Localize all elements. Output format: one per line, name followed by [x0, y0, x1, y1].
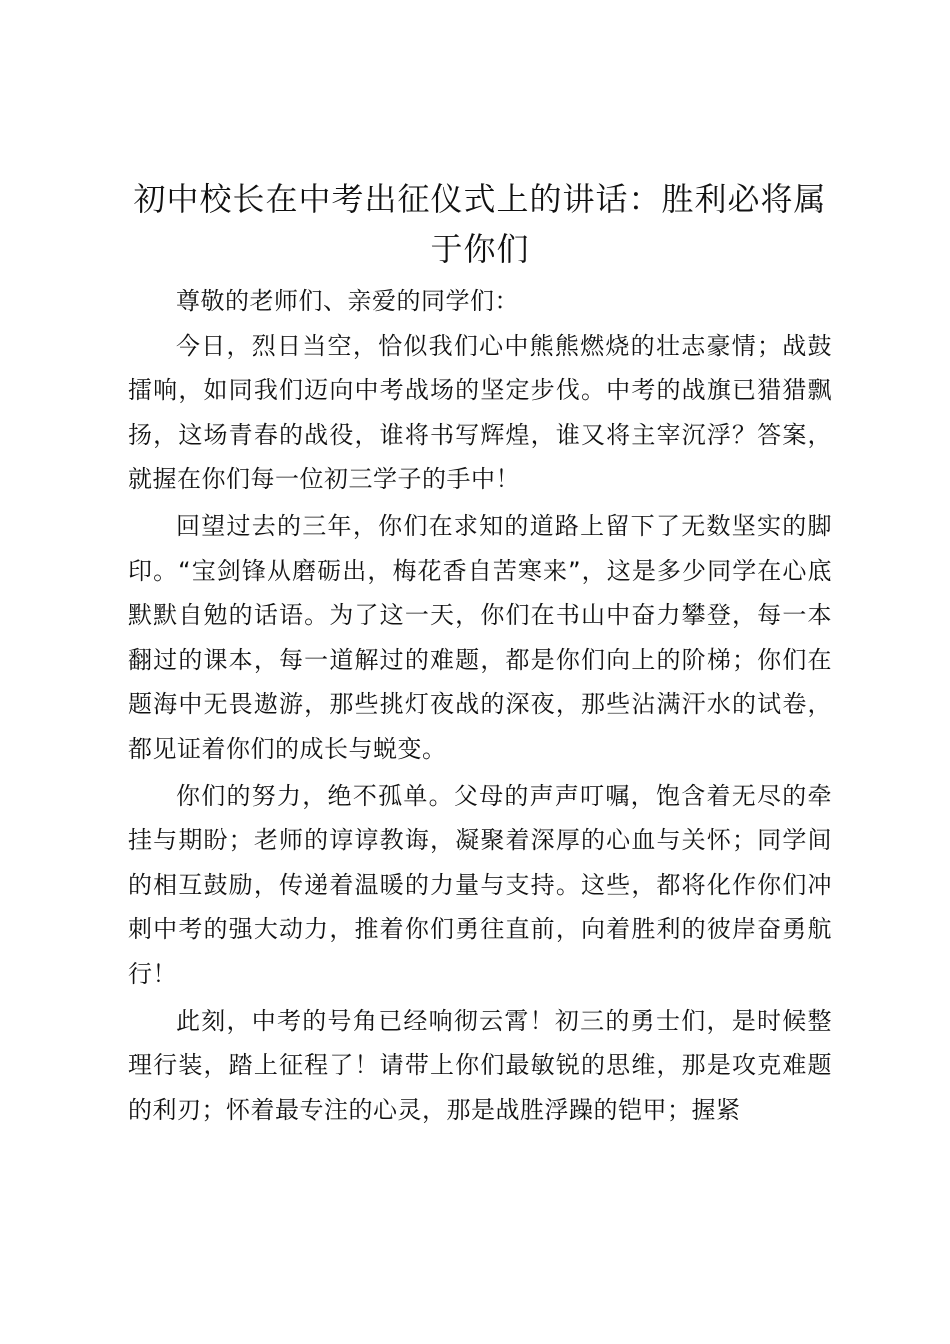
- document-title: 初中校长在中考出征仪式上的讲话：胜利必将属于你们: [133, 180, 827, 268]
- paragraph-3: 你们的努力，绝不孤单。父母的声声叮嘱，饱含着无尽的牵挂与期盼；老师的谆谆教诲，凝聚着深厚的心血与关怀；同学间的相互鼓励，传递着温暖的力量与支持。这些，都将化作你们冲刺中考的强大动力，推着你们勇往直前，向着胜利的彼岸奋勇航行！: [128, 781, 832, 988]
- paragraph-2: 回望过去的三年，你们在求知的道路上留下了无数坚实的脚印。“宝剑锋从磨砺出，梅花香自苦寒来”，这是多少同学在心底默默自勉的话语。为了这一天，你们在书山中奋力攀登，每一本翻过的课本，每一道解过的难题，都是你们向上的阶梯；你们在题海中无畏遨游，那些挑灯夜战的深夜，那些沾满汗水的试卷，都见证着你们的成长与蜕变。: [128, 511, 832, 763]
- paragraph-1: 今日，烈日当空，恰似我们心中熊熊燃烧的壮志豪情；战鼓擂响，如同我们迈向中考战场的坚定步伐。中考的战旗已猎猎飘扬，这场青春的战役，谁将书写辉煌，谁又将主宰沉浮？答案，就握在你们每一位初三学子的手中！: [128, 331, 832, 494]
- document-body: [128, 174, 832, 1132]
- paragraph-4: 此刻，中考的号角已经响彻云霄！初三的勇士们，是时候整理行装，踏上征程了！请带上你们最敏锐的思维，那是攻克难题的利刃；怀着最专注的心灵，那是战胜浮躁的铠甲；握紧: [128, 1006, 832, 1124]
- greeting-line: 尊敬的老师们、亲爱的同学们：: [176, 287, 519, 315]
